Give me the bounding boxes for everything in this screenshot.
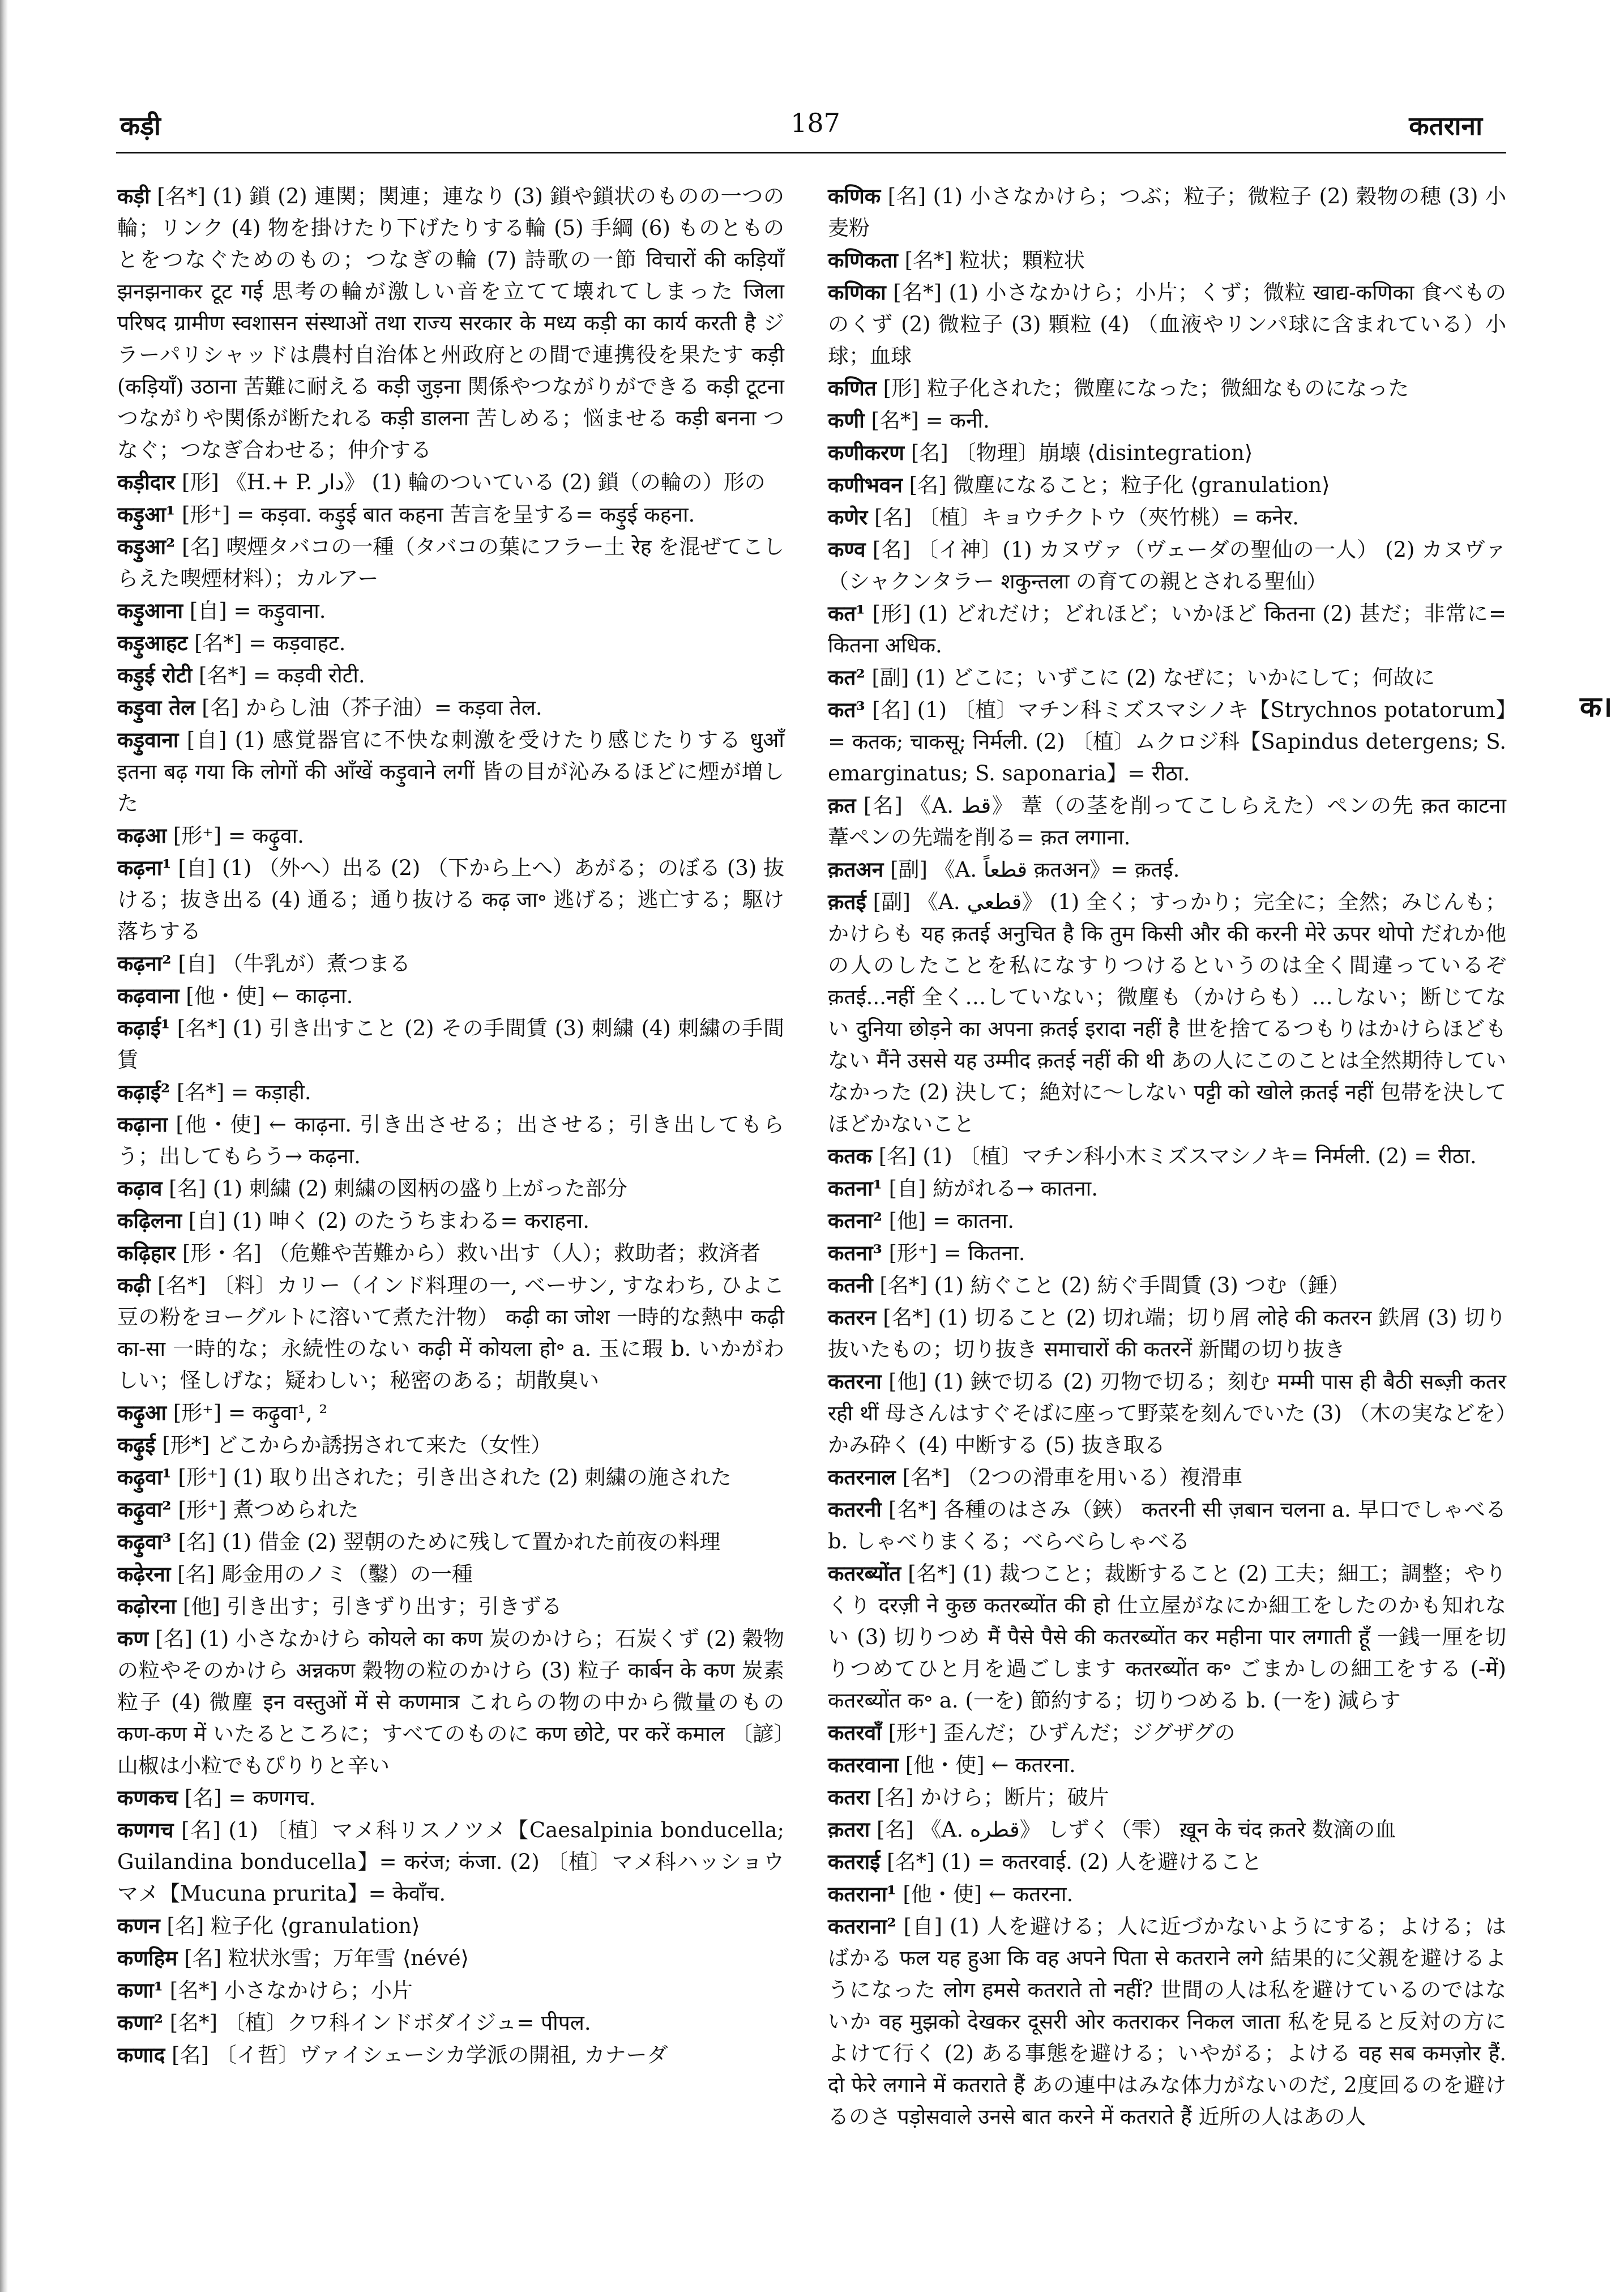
entry-headword: कणकच [117, 1785, 178, 1810]
entry-headword: कणाद [117, 2042, 165, 2067]
entry-definition: [他] (1) 鋏で切る (2) 刃物で切る；刻む मम्मी पास ही बैठी सब्ज़ी कतर रही थीं 母さんはすぐそばに座って野菜を刻んでいた (3) （木の実などを）かみ砕く (4) 中断する (5) 抜き取る [828, 1369, 1506, 1457]
entry-headword: कड़ुवाना [117, 727, 179, 752]
entry-definition: [形] (1) どれだけ；どれほど；いかほど कितना (2) 甚だ；非常に= कितना अधिक. [828, 601, 1506, 658]
entry-headword: कतना³ [828, 1240, 882, 1265]
dictionary-entry [116, 1269, 784, 1397]
entry-definition: [名] 《A. قطره》 しずく（雫） ख़ून के चंद क़तरे 数滴の血 [877, 1817, 1396, 1842]
entry-headword: कतना² [828, 1208, 882, 1233]
dictionary-entry [827, 372, 1506, 404]
entry-definition: [名] からし油（芥子油）= कड़वा तेल. [202, 695, 542, 720]
dictionary-entry [116, 627, 784, 659]
entry-definition: [名] (1) 〔植〕マメ科リスノツメ【Caesalpinia bonducella; Guilandina bonducella】= करंज; कंजा. (2) 〔植〕マメ科ハッショウマメ【Mucuna prurita】= केवाँच. [117, 1818, 785, 1906]
entry-definition: [名*] (1) 鎖 (2) 連関；関連；連なり (3) 鎖や鎖状のものの一つの輪；リンク (4) 物を掛けたり下げたりする輪 (5) 手綱 (6) ものとものとをつなぐためのもの；つなぎの輪 (7) 詩歌の一節 विचारों की कड़ियाँ झनझनाकर टूट गई 思考の輪が激しい音を立てて壊れてしまった जिला परिषद ग्रामीण स्वशासन संस्थाओं तथा राज्य सरकार के मध्य कड़ी का कार्य करती है ジラーパリシャッドは農村自治体と州政府との間で連携役を果たす कड़ी (कड़ियाँ) उठाना 苦難に耐える कड़ी जुड़ना 関係やつながりができる कड़ी टूटना つながりや関係が断たれる कड़ी डालना 苦しめる；悩ませる कड़ी बनना つなぐ；つなぎ合わせる；仲介する [117, 184, 785, 462]
entry-headword: कणा¹ [117, 1978, 163, 2003]
entry-headword: क़तरा [828, 1817, 870, 1842]
entry-definition: [名*] = कनी. [871, 408, 990, 433]
entry-definition: [名*] 粒状；顆粒状 [904, 248, 1085, 272]
entry-definition: [名*] （2つの滑車を用いる）複滑車 [902, 1465, 1243, 1489]
dictionary-entry [827, 1910, 1506, 2133]
entry-headword: कतराना² [828, 1914, 896, 1939]
entry-headword: कड़ुआना [117, 598, 183, 623]
entry-definition: [名*] (1) 小さなかけら；小片；くず；微粒 खाद्य-कणिका 食べもののくず (2) 微粒子 (3) 顆粒 (4) （血液やリンパ球に含まれている）小球；血球 [828, 280, 1507, 368]
entry-headword: कढ़ुआ [117, 1400, 167, 1425]
page-header [0, 108, 1624, 153]
entry-headword: कणगच [117, 1817, 174, 1842]
dictionary-entry [827, 1205, 1506, 1237]
dictionary-entry [116, 2039, 784, 2071]
entry-definition: [名*] 〔料〕カリー（インド料理の一, ベーサン, すなわち, ひよこ豆の粉をヨーグルトに溶いて煮た汁物） कढ़ी का जोश 一時的な熱中 कढ़ी का-सा 一時的な；永続性のない कढ़ी में कोयला हो॰ a. 玉に瑕 b. いかがわしい；怪しげな；疑わしい；秘密のある；胡散臭い [117, 1273, 784, 1393]
entry-headword: कत² [828, 665, 865, 690]
entry-headword: कणिका [828, 280, 886, 305]
entry-headword: कढ़ाना [117, 1112, 168, 1137]
entry-headword: कड़ुआहट [117, 630, 188, 655]
entry-headword: कढ़ोरना [117, 1594, 177, 1619]
dictionary-entry [116, 852, 784, 947]
dictionary-entry [116, 595, 784, 627]
entry-headword: कतरब्योंत [828, 1561, 901, 1586]
entry-definition: [名] 微塵になること；粒子化 ⟨granulation⟩ [909, 473, 1330, 497]
dictionary-entry [827, 1878, 1506, 1910]
dictionary-entry [827, 244, 1506, 276]
entry-headword: कतराना¹ [828, 1881, 896, 1906]
dictionary-entry [827, 180, 1506, 244]
entry-definition: [自] 紡がれる→ कातना. [888, 1176, 1098, 1201]
right-guide-word: कतराना [1409, 110, 1482, 141]
dictionary-entry [116, 1205, 784, 1237]
dictionary-entry [827, 1846, 1506, 1878]
entry-headword: कढ़िलना [117, 1208, 182, 1233]
entry-definition: [名] 〔イ哲〕ヴァイシェーシカ学派の開祖, カナーダ [172, 2043, 668, 2067]
dictionary-entry [116, 1782, 784, 1814]
dictionary-entry [116, 1526, 784, 1558]
dictionary-entry [116, 1558, 784, 1590]
dictionary-entry [116, 820, 784, 852]
entry-headword: कढ़ी [117, 1273, 151, 1297]
dictionary-entry [116, 1493, 784, 1526]
entry-definition: [名] (1) 〔植〕マチン科ミズスマシノキ【Strychnos potatorum】= कतक; चाकसू; निर्मली. (2) 〔植〕ムクロジ科【Sapindus detergens; S. emarginatus; S. saponaria】= रीठा. [828, 698, 1506, 786]
dictionary-entry [827, 1813, 1506, 1846]
entry-definition: [他・使] ← काढ़ना. 引き出させる；出させる；引き出してもらう；出してもらう→ कढ़ना. [117, 1112, 784, 1168]
left-column [116, 180, 784, 2071]
dictionary-entry [116, 1172, 784, 1205]
dictionary-entry [827, 661, 1506, 694]
dictionary-entry [827, 1237, 1506, 1269]
entry-definition: [形⁺] 歪んだ；ひずんだ；ジグザグの [888, 1721, 1236, 1745]
entry-headword: कढ़ुवा¹ [117, 1465, 172, 1489]
dictionary-entry [116, 1076, 784, 1108]
entry-headword: कढ़ना¹ [117, 855, 172, 880]
dictionary-entry [116, 1590, 784, 1623]
dictionary-entry [827, 1269, 1506, 1301]
entry-definition: [名] (1) 〔植〕マチン科小木ミズスマシノキ= निर्मली. (2) = रीठा. [878, 1144, 1477, 1168]
entry-headword: कढ़ाई² [117, 1079, 170, 1104]
entry-definition: [名] 〔物理〕崩壊 ⟨disintegration⟩ [911, 441, 1253, 465]
entry-definition: [副] 《A. قطعاً क़तअन》= क़तई. [890, 857, 1180, 882]
dictionary-entry [116, 947, 784, 980]
entry-definition: [副] 《A. قطعي》 (1) 全く；すっかり；完全に；全然；みじんも；かけらも यह क़तई अनुचित है कि तुम किसी और की करनी मेरे ऊपर थोपो だれか他の人のしたことを私になすりつけるというのは全く間違っているぞ क़तई...नहीं 全く…していない；微塵も（かけらも）…しない；断じてない दुनिया छोड़ने का अपना क़तई इरादा नहीं है 世を捨てるつもりはかけらほどもない मैंने उससे यह उम्मीद क़तई नहीं की थी あの人にこのことは全然期待していなかった (2) 決して；絶対に〜しない पट्टी को खोले क़तई नहीं 包帯を決してほどかないこと [828, 890, 1507, 1136]
right-column [827, 180, 1506, 2133]
entry-headword: कढ़ेरना [117, 1561, 171, 1586]
dictionary-entry [116, 1814, 784, 1910]
entry-definition: [名] 彫金用のノミ（鑿）の一種 [177, 1562, 473, 1586]
entry-definition: [形・名] （危難や苦難から）救い出す（人）；救助者；救済者 [182, 1241, 761, 1265]
entry-definition: [自] (1) 感覚器官に不快な刺激を受けたり感じたりする धुआँ इतना बढ़ गया कि लोगों की आँखें कड़ुवाने लगीं 皆の目が沁みるほどに煙が増した [117, 728, 784, 816]
entry-definition: [名*] 各種のはさみ（鋏） कतरनी सी ज़बान चलना a. 早口でしゃべる b. しゃべりまくる；べらべらしゃべる [828, 1497, 1506, 1553]
entry-definition: [名*] (1) = कतरवाई. (2) 人を避けること [887, 1850, 1262, 1874]
entry-headword: कणिक [828, 183, 881, 208]
entry-definition: [自] = कड़ुवाना. [189, 599, 326, 623]
entry-headword: कतनी [828, 1273, 873, 1297]
dictionary-entry [116, 1012, 784, 1076]
dictionary-entry [116, 498, 784, 531]
dictionary-entry [116, 2007, 784, 2039]
entry-headword: क़तअन [828, 857, 884, 882]
dictionary-entry [827, 404, 1506, 437]
entry-definition: [形⁺] = कड़वा. कड़ुई बात कहना 苦言を呈する= कड़ुई कहना. [182, 502, 695, 527]
dictionary-entry [116, 1942, 784, 1974]
dictionary-entry [827, 853, 1506, 886]
entry-headword: कणेर [828, 505, 868, 530]
entry-headword: कतना¹ [828, 1176, 882, 1201]
entry-definition: [名*] (1) 引き出すこと (2) その手間賃 (3) 刺繍 (4) 刺繍の手間賃 [117, 1016, 784, 1072]
dictionary-entry [116, 1429, 784, 1461]
entry-definition: [形*] どこからか誘拐されて来た（女性） [162, 1433, 552, 1457]
entry-definition: [他・使] ← कतरना. [905, 1753, 1076, 1777]
entry-headword: कढ़वाना [117, 983, 180, 1008]
entry-headword: कतरवाँ [828, 1720, 882, 1745]
entry-definition: [自] (1) （外へ）出る (2) （下から上へ）あがる；のぼる (3) 抜ける；抜き出る (4) 通る；通り抜ける कढ़ जा॰ 逃げる；逃亡する；駆け落ちする [117, 856, 785, 944]
dictionary-entry [827, 694, 1506, 789]
entry-definition: [名] 粒子化 ⟨granulation⟩ [166, 1914, 420, 1938]
entry-headword: कणहिम [117, 1945, 178, 1970]
dictionary-entry [827, 597, 1506, 661]
entry-headword: कणीभवन [828, 472, 903, 497]
entry-headword: कतरवाना [828, 1752, 899, 1777]
entry-definition: [副] (1) どこに；いずこに (2) なぜに；いかにして；何故に [871, 665, 1435, 690]
dictionary-entry [827, 533, 1506, 597]
entry-definition: [形⁺] = कितना. [888, 1241, 1025, 1265]
entry-headword: कण [117, 1626, 149, 1651]
dictionary-entry [827, 1557, 1506, 1717]
entry-definition: [形] 粒子化された；微塵になった；微細なものになった [883, 376, 1409, 400]
entry-headword: कढ़ुवा² [117, 1497, 172, 1522]
entry-headword: कढ़ना² [117, 951, 172, 976]
dictionary-entry [827, 886, 1506, 1140]
dictionary-entry [827, 1365, 1506, 1461]
entry-headword: कड़ुवा तेल [117, 695, 195, 720]
dictionary-entry [116, 724, 784, 820]
dictionary-entry [827, 1781, 1506, 1813]
entry-headword: कणन [117, 1913, 160, 1938]
entry-headword: क़त [828, 793, 856, 818]
dictionary-entry [827, 437, 1506, 469]
entry-headword: कत³ [828, 697, 865, 722]
dictionary-entry [116, 1974, 784, 2007]
entry-definition: [名*] 〔植〕クワ科インドボダイジュ= पीपल. [169, 2011, 591, 2035]
entry-headword: कत¹ [828, 601, 865, 626]
entry-headword: कण्व [828, 537, 866, 562]
entry-definition: [名] (1) 借金 (2) 翌朝のために残して置かれた前夜の料理 [178, 1530, 721, 1554]
entry-definition: [名] 〔植〕キョウチクトウ（夾竹桃）= कनेर. [874, 505, 1299, 530]
entry-headword: कढ़आ [117, 823, 167, 848]
entry-definition: [名] かけら；断片；破片 [877, 1785, 1109, 1809]
entry-headword: कड़ुआ¹ [117, 502, 176, 527]
entry-definition: [名*] = कड़वी रोटी. [198, 663, 365, 688]
entry-definition: [名*] 小さなかけら；小片 [169, 1978, 413, 2003]
entry-definition: [名*] (1) 切ること (2) 切れ端；切り屑 लोहे की कतरन 鉄屑 (3) 切り抜いたもの；切り抜き समाचारों की कतरनें 新聞の切り抜き [828, 1305, 1506, 1361]
entry-headword: कतरना [828, 1369, 882, 1394]
dictionary-entry [827, 501, 1506, 533]
entry-headword: कतरन [828, 1305, 877, 1330]
scan-edge-shadow [0, 0, 8, 2292]
entry-headword: कतक [828, 1143, 872, 1168]
entry-definition: [名] (1) 小さなかけら कोयले का कण 炭のかけら；石炭くず (2) 穀物の粒やそのかけら अन्नकण 穀物の粒のかけら (3) 粒子 कार्बन के कण 炭素粒子 (4) 微塵 इन वस्तुओं में से कणमात्र これらの物の中から微量のもの कण-कण में いたるところに；すべてのものに कण छोटे, पर करें कमाल 〔諺〕山椒は小粒でもぴりりと辛い [117, 1627, 784, 1778]
entry-definition: [名] 〔イ神〕(1) カヌヴァ（ヴェーダの聖仙の一人） (2) カヌヴァ（シャクンタラー शकुन्तला の育ての親とされる聖仙） [828, 537, 1507, 594]
entry-headword: कढ़िहार [117, 1240, 176, 1265]
header-rule [116, 152, 1506, 153]
entry-definition: [形⁺] = कढ़ुवा¹, ² [173, 1401, 328, 1425]
entry-definition: [名] = कणगच. [184, 1786, 316, 1810]
dictionary-entry [116, 531, 784, 595]
entry-headword: कड़ीदार [117, 470, 176, 494]
entry-definition: [名*] (1) 裁つこと；裁断すること (2) 工夫；細工；調整；やりくり दरज़ी ने कुछ कतरब्योंत की हो 仕立屋がなにか細工をしたのかも知れない (3) 切りつめ मैं पैसे पैसे की कतरब्योंत कर महीना पार लगाती हूँ 一銭一厘を切りつめてひと月を過ごします कतरब्योंत क॰ ごまかしの細工をする (-में) कतरब्योंत क॰ a. (一を) 節約する；切りつめる b. (一を) 減らす [828, 1561, 1506, 1713]
entry-definition: [名] (1) 刺繍 (2) 刺繍の図柄の盛り上がった部分 [169, 1176, 627, 1201]
entry-definition: [名*] (1) 紡ぐこと (2) 紡ぐ手間賃 (3) つむ（錘） [879, 1273, 1350, 1297]
dictionary-entry [116, 180, 784, 466]
entry-headword: कढ़ाई¹ [117, 1015, 170, 1040]
entry-definition: [他・使] ← कतरना. [903, 1882, 1074, 1906]
dictionary-entry [116, 1237, 784, 1269]
entry-headword: कणिकता [828, 247, 898, 272]
entry-headword: कड़ुआ² [117, 534, 176, 559]
entry-definition: [名] 《A. قط》 葦（の茎を削ってこしらえた）ペンの先 क़त काटना 葦ペンの先端を削る= क़त लगाना. [828, 793, 1506, 850]
entry-definition: [形⁺] 煮つめられた [178, 1497, 359, 1522]
entry-definition: [名*] = कड़ाही. [176, 1080, 311, 1104]
dictionary-entry [116, 1623, 784, 1782]
entry-headword: कणित [828, 375, 877, 400]
entry-headword: कड़ी [117, 183, 150, 208]
dictionary-entry [827, 1749, 1506, 1781]
entry-definition: [名*] = कड़वाहट. [194, 631, 346, 655]
dictionary-entry [116, 1461, 784, 1493]
entry-headword: कढ़ुवा³ [117, 1529, 172, 1554]
entry-definition: [名] (1) 小さなかけら；つぶ；粒子；微粒子 (2) 穀物の穂 (3) 小麦粉 [828, 184, 1507, 240]
entry-definition: [自] (1) 人を避ける；人に近づかないようにする；よける；はばかる फल यह हुआ कि वह अपने पिता से कतराने लगे 結果的に父親を避けるようになった लोग हमसे कतराते तो नहीं? 世間の人は私を避けているのではないか वह मुझको देखकर दूसरी ओर कतराकर निकल जाता 私を見ると反対の方によけて行く (2) ある事態を避ける；いやがる；よける वह सब कमज़ोर हैं. दो फेरे लगाने में कतराते हैं あの連中はみな体力がないのだ, 2度回るのを避けるのさ पड़ोसवाले उनसे बात करने में कतराते हैं 近所の人はあの人 [828, 1914, 1506, 2129]
thumb-index-tab: क। [1580, 690, 1613, 723]
entry-headword: कड़ुई रोटी [117, 663, 193, 688]
entry-definition: [他] = कातना. [888, 1209, 1014, 1233]
entry-definition: [自] （牛乳が）煮つまる [178, 951, 411, 976]
entry-headword: क़तई [828, 889, 866, 914]
entry-definition: [自] (1) 呻く (2) のたうちまわる= कराहना. [188, 1209, 589, 1233]
entry-definition: [形⁺] (1) 取り出された；引き出された (2) 刺繍の施された [178, 1465, 732, 1489]
entry-headword: कढ़ाव [117, 1176, 163, 1201]
entry-headword: कणीकरण [828, 440, 905, 465]
page-number: 187 [790, 108, 840, 138]
entry-headword: कतरनाल [828, 1465, 896, 1489]
dictionary-entry [116, 1910, 784, 1942]
entry-headword: कढ़ुई [117, 1432, 156, 1457]
dictionary-entry [827, 1172, 1506, 1205]
entry-headword: कतरनी [828, 1497, 882, 1522]
entry-headword: कणा² [117, 2010, 163, 2035]
dictionary-entry [116, 980, 784, 1012]
dictionary-entry [116, 659, 784, 692]
dictionary-entry [827, 1301, 1506, 1365]
dictionary-entry [827, 1493, 1506, 1557]
entry-definition: [形] 《H.+ P. دار》 (1) 輪のついている (2) 鎖（の輪の）形の [181, 470, 766, 494]
entry-definition: [名] 粒状氷雪；万年雪 ⟨névé⟩ [184, 1946, 469, 1970]
dictionary-entry [827, 789, 1506, 853]
entry-headword: कणी [828, 408, 865, 433]
dictionary-entry [827, 1140, 1506, 1172]
entry-definition: [他・使] ← काढ़ना. [186, 984, 353, 1008]
dictionary-entry [116, 692, 784, 724]
dictionary-entry [827, 276, 1506, 372]
dictionary-entry [116, 1108, 784, 1172]
dictionary-entry [116, 466, 784, 498]
dictionary-entry [827, 1717, 1506, 1749]
entry-definition: [他] 引き出す；引きずり出す；引きずる [182, 1594, 562, 1619]
left-guide-word: कड़ी [120, 110, 161, 141]
entry-definition: [形⁺] = कढ़ुवा. [173, 823, 304, 848]
dictionary-entry [116, 1397, 784, 1429]
entry-headword: कतरा [828, 1785, 870, 1809]
dictionary-entry [827, 469, 1506, 501]
entry-headword: कतराई [828, 1849, 881, 1874]
entry-definition: [名] 喫煙タバコの一種（タバコの葉にフラー土 रेह を混ぜてこしらえた喫煙材料）；カルアー [117, 535, 784, 591]
dictionary-entry [827, 1461, 1506, 1493]
